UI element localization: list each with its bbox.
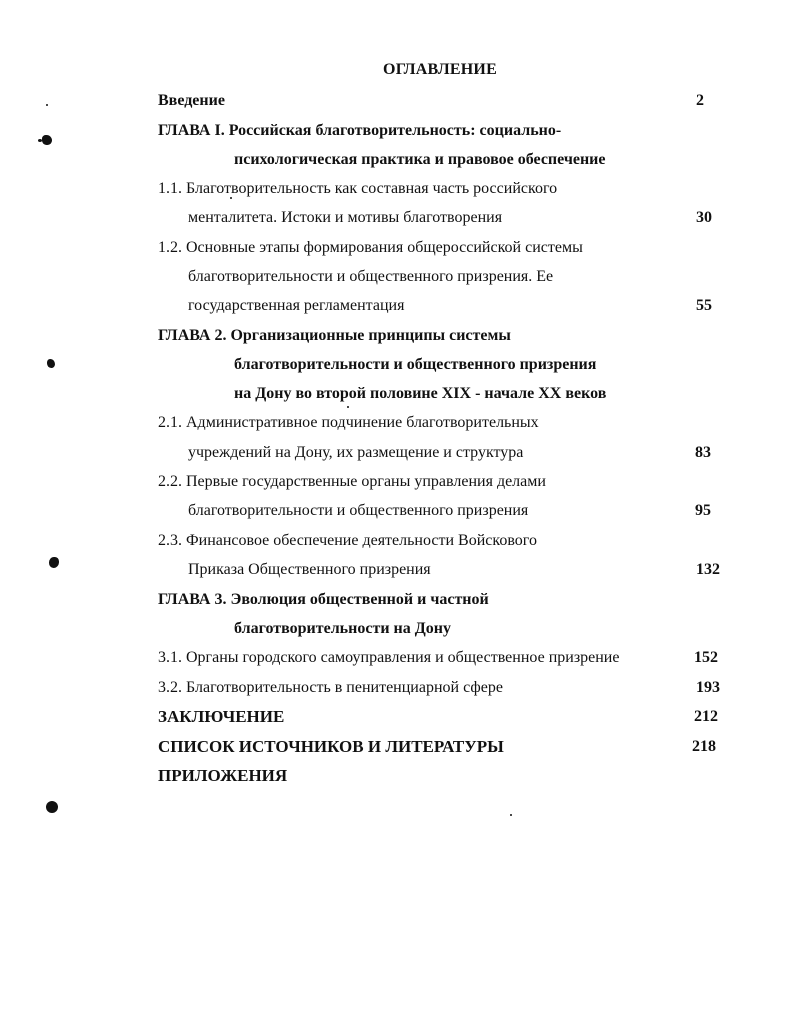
toc-section-1-1-line-2: менталитета. Истоки и мотивы благотворения xyxy=(188,209,503,226)
toc-chapter-1-line-2: психологическая практика и правовое обеспечение xyxy=(234,151,606,168)
toc-conclusion: ЗАКЛЮЧЕНИЕ xyxy=(158,707,285,726)
toc-section-1-2-line-2: благотворительности и общественного призрения. Ее xyxy=(188,268,554,285)
scan-speck xyxy=(510,814,512,816)
toc-page-2-2: 95 xyxy=(695,502,711,519)
toc-section-2-1-line-2: учреждений на Дону, их размещение и структура xyxy=(188,444,524,461)
toc-section-2-2-line-2: благотворительности и общественного призрения xyxy=(188,502,529,519)
scan-speck xyxy=(38,139,42,142)
toc-entry-intro: Введение xyxy=(158,92,225,109)
toc-chapter-2-line-2: благотворительности и общественного призрения xyxy=(234,356,597,373)
toc-section-3-2: 3.2. Благотворительность в пенитенциарной сфере xyxy=(158,679,503,696)
toc-section-3-1: 3.1. Органы городского самоуправления и общественное призрение xyxy=(158,649,620,666)
toc-chapter-1-line-1: ГЛАВА I. Российская благотворительность: социально- xyxy=(158,122,562,139)
toc-chapter-2-line-3: на Дону во второй половине XIX - начале XX веков xyxy=(234,385,607,402)
scan-speck xyxy=(230,197,232,199)
scan-speck xyxy=(46,104,48,106)
toc-section-1-2-line-3: государственная регламентация xyxy=(188,297,405,314)
toc-page-3-1: 152 xyxy=(694,649,718,666)
scan-speck xyxy=(47,359,55,368)
toc-section-2-1-line-1: 2.1. Административное подчинение благотворительных xyxy=(158,414,539,431)
toc-page-conclusion: 212 xyxy=(694,708,718,725)
toc-chapter-3-line-2: благотворительности на Дону xyxy=(234,620,451,637)
scan-speck xyxy=(347,406,349,408)
toc-section-1-2-line-1: 1.2. Основные этапы формирования общероссийской системы xyxy=(158,239,583,256)
scan-speck xyxy=(46,801,58,813)
toc-page-1-1: 30 xyxy=(696,209,712,226)
toc-page-1-2: 55 xyxy=(696,297,712,314)
toc-section-2-2-line-1: 2.2. Первые государственные органы управления делами xyxy=(158,473,546,490)
toc-chapter-3-line-1: ГЛАВА 3. Эволюция общественной и частной xyxy=(158,591,489,608)
scan-speck xyxy=(42,135,52,145)
toc-page-bibliography: 218 xyxy=(692,738,716,755)
toc-page-intro: 2 xyxy=(696,92,704,109)
toc-chapter-2-line-1: ГЛАВА 2. Организационные принципы системы xyxy=(158,327,511,344)
toc-section-1-1-line-1: 1.1. Благотворительность как составная часть российского xyxy=(158,180,558,197)
toc-page-2-3: 132 xyxy=(696,561,720,578)
toc-section-2-3-line-2: Приказа Общественного призрения xyxy=(188,561,431,578)
scan-speck xyxy=(49,557,59,568)
toc-title: ОГЛАВЛЕНИЕ xyxy=(383,61,497,78)
toc-section-2-3-line-1: 2.3. Финансовое обеспечение деятельности Войскового xyxy=(158,532,537,549)
toc-appendices: ПРИЛОЖЕНИЯ xyxy=(158,766,288,785)
toc-page-2-1: 83 xyxy=(695,444,711,461)
toc-bibliography: СПИСОК ИСТОЧНИКОВ И ЛИТЕРАТУРЫ xyxy=(158,737,504,756)
toc-page-3-2: 193 xyxy=(696,679,720,696)
